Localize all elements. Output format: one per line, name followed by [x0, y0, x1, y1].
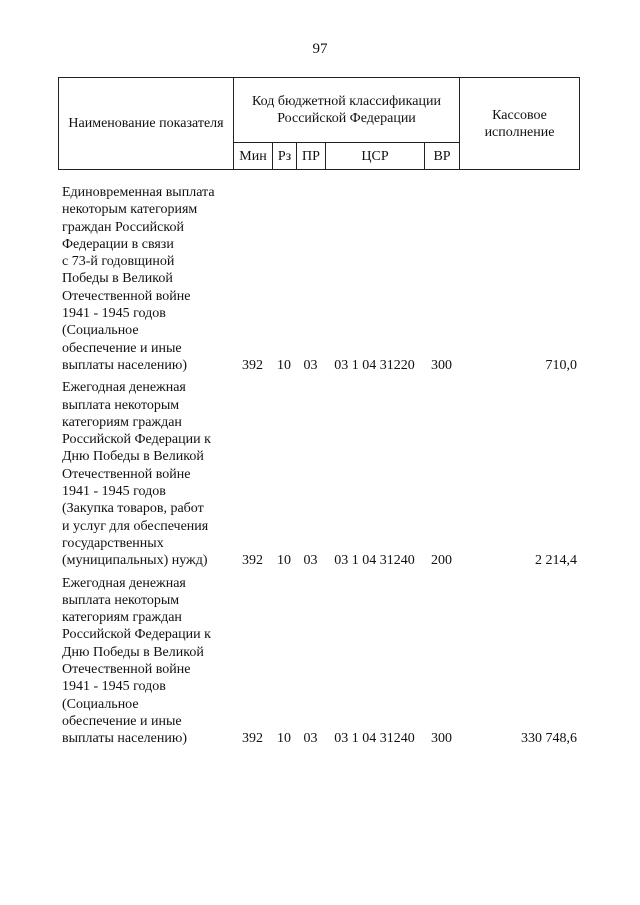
- row-pr: 03: [303, 553, 318, 569]
- row-name-line: выплаты населению): [62, 731, 187, 747]
- row-name-line: (Социальное: [62, 323, 139, 339]
- row-name-line: обеспечение и иные: [62, 340, 182, 356]
- row-name-line: некоторым категориям: [62, 202, 198, 218]
- row-name-line: категориям граждан: [62, 610, 182, 626]
- row-csr: 03 1 04 31240: [334, 731, 415, 747]
- header-vr: ВР: [425, 143, 460, 170]
- row-name-line: 1941 - 1945 годов: [62, 306, 166, 322]
- row-name-line: (Закупка товаров, работ: [62, 501, 204, 517]
- row-name-line: Отечественной войне: [62, 466, 191, 482]
- row-name-line: и услуг для обеспечения: [62, 518, 209, 534]
- row-rz: 10: [277, 553, 291, 569]
- row-vr: 200: [431, 553, 452, 569]
- row-csr: 03 1 04 31240: [334, 553, 415, 569]
- table-header: [58, 77, 580, 170]
- row-rz: 10: [277, 731, 291, 747]
- row-name-line: выплаты населению): [62, 357, 187, 373]
- row-name-line: Отечественной войне: [62, 662, 191, 678]
- header-name-column: Наименование показателя: [59, 78, 234, 170]
- header-execution-column: Кассовое исполнение: [460, 78, 580, 170]
- row-name-line: 1941 - 1945 годов: [62, 679, 166, 695]
- row-name-line: Единовременная выплата: [62, 185, 215, 200]
- row-name: [58, 575, 233, 749]
- row-name-line: Победы в Великой: [62, 271, 173, 287]
- row-csr: 03 1 04 31220: [334, 357, 415, 373]
- table-row: [58, 184, 579, 375]
- row-name: [58, 184, 233, 375]
- table-row: [58, 379, 579, 570]
- row-name: [58, 379, 233, 570]
- row-vr: 300: [431, 731, 452, 747]
- row-name-line: Дню Победы в Великой: [62, 644, 204, 660]
- row-amount: 330 748,6: [521, 731, 577, 747]
- row-name-line: Ежегодная денежная: [62, 575, 186, 591]
- row-pr: 03: [303, 731, 318, 747]
- row-name-line: обеспечение и иные: [62, 713, 182, 729]
- row-min: 392: [242, 731, 263, 747]
- row-name-line: (муниципальных) нужд): [62, 553, 208, 569]
- header-rz: Рз: [273, 143, 297, 170]
- row-min: 392: [242, 553, 263, 569]
- row-amount: 2 214,4: [535, 553, 577, 569]
- header-min: Мин: [234, 143, 273, 170]
- row-amount: 710,0: [545, 357, 577, 373]
- row-vr: 300: [431, 357, 452, 373]
- row-name-line: Ежегодная денежная: [62, 380, 186, 396]
- row-name-line: категориям граждан: [62, 414, 182, 430]
- row-name-line: граждан Российской: [62, 219, 184, 235]
- row-name-line: Российской Федерации к: [62, 627, 211, 643]
- table-row: [58, 575, 579, 749]
- table-body: [58, 184, 579, 749]
- page-number: 97: [312, 41, 328, 57]
- row-name-line: выплата некоторым: [62, 592, 180, 608]
- row-name-line: 1941 - 1945 годов: [62, 484, 166, 500]
- row-name-line: (Социальное: [62, 696, 139, 712]
- header-classification-group: Код бюджетной классификации Российской Федерации: [234, 78, 460, 143]
- row-rz: 10: [277, 357, 291, 373]
- row-pr: 03: [303, 357, 318, 373]
- row-name-line: Российской Федерации к: [62, 432, 211, 448]
- header-csr: ЦСР: [326, 143, 425, 170]
- row-min: 392: [242, 357, 263, 373]
- row-name-line: государственных: [62, 535, 164, 551]
- row-name-line: выплата некоторым: [62, 397, 180, 413]
- row-name-line: Отечественной войне: [62, 288, 191, 304]
- row-name-line: Дню Победы в Великой: [62, 449, 204, 465]
- row-name-line: Федерации в связи: [62, 236, 174, 252]
- header-pr: ПР: [297, 143, 326, 170]
- row-name-line: с 73-й годовщиной: [62, 254, 175, 270]
